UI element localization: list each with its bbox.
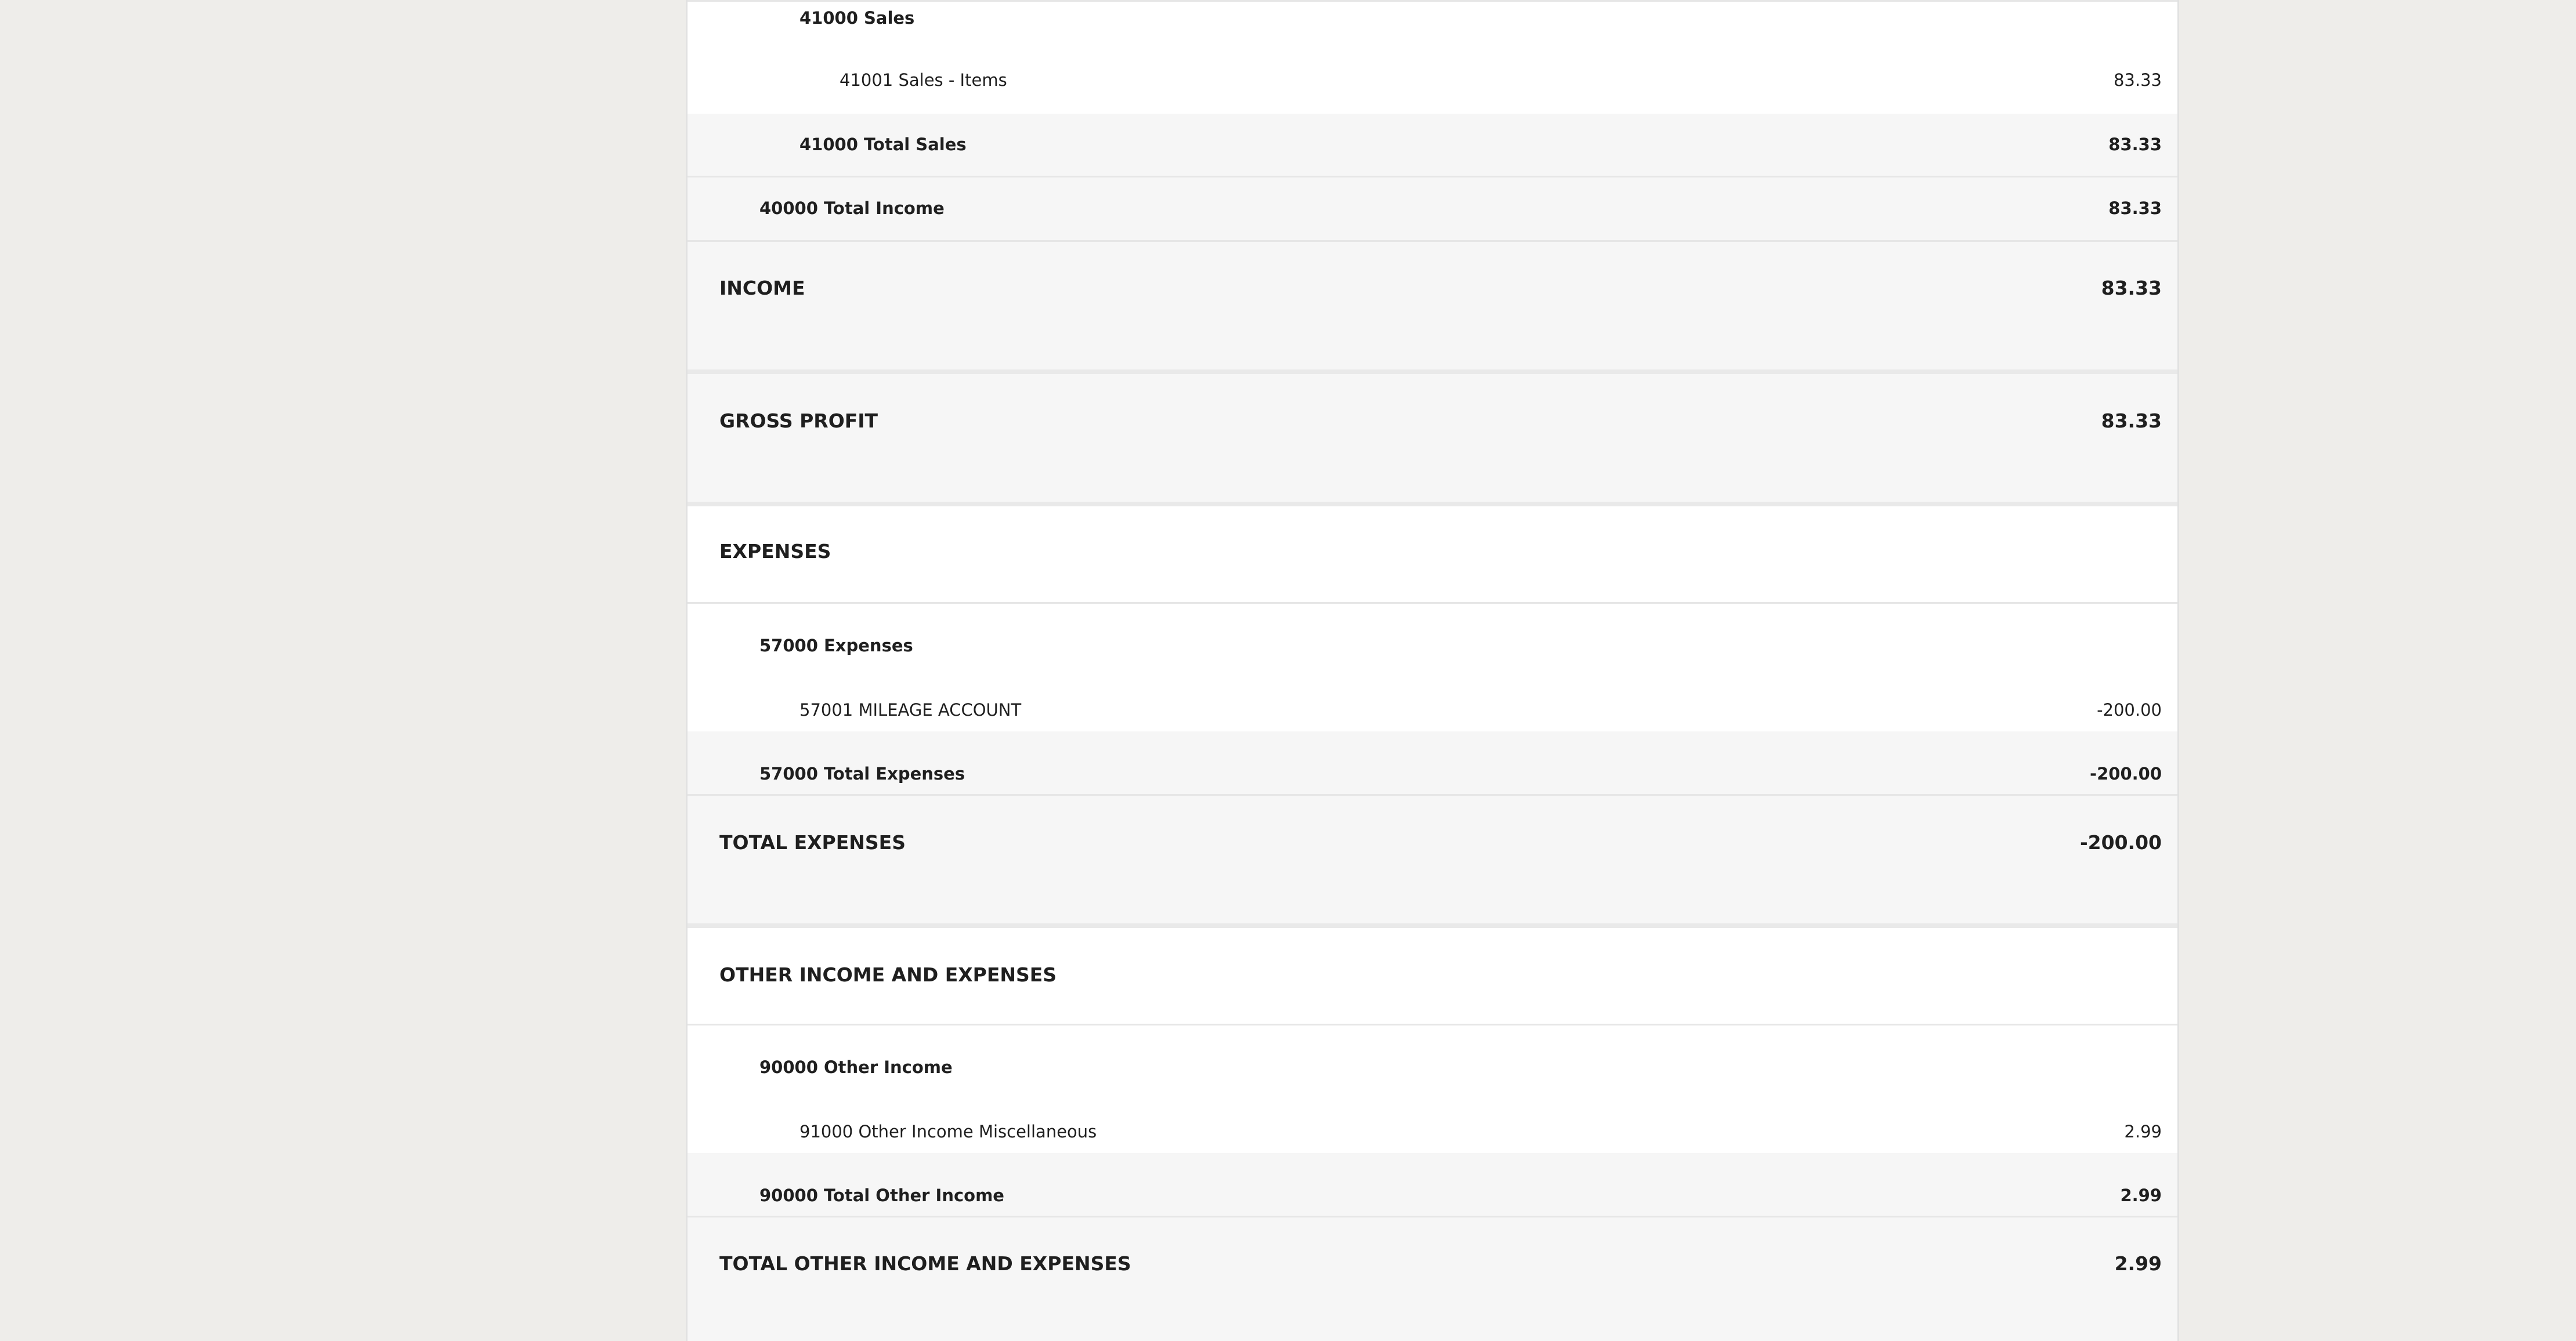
other-income-misc-label: 91000 Other Income Miscellaneous: [799, 1122, 1097, 1141]
total-other-income-label: 90000 Total Other Income: [759, 1186, 1004, 1205]
total-expenses-value: -200.00: [2079, 831, 2162, 854]
total-expenses-group-value: -200.00: [2090, 764, 2162, 784]
expenses-group-label: 57000 Expenses: [759, 636, 913, 655]
sales-items-label: 41001 Sales - Items: [840, 70, 1007, 90]
row-expenses-group: [688, 604, 2177, 668]
row-other-section: [688, 928, 2177, 1025]
row-total-other-income: [688, 1153, 2177, 1217]
expenses-section-label: EXPENSES: [719, 540, 831, 563]
total-sales-value: 83.33: [2108, 135, 2162, 154]
total-sales-label: 41000 Total Sales: [799, 135, 967, 154]
mileage-account-label: 57001 MILEAGE ACCOUNT: [799, 700, 1022, 720]
other-income-misc-value[interactable]: 2.99: [2124, 1122, 2162, 1141]
sales-header-label: 41000 Sales: [799, 8, 915, 28]
row-income-total: [688, 242, 2177, 374]
row-total-expenses: [688, 796, 2177, 928]
row-other-income-misc[interactable]: [688, 1089, 2177, 1153]
income-value: 83.33: [2101, 277, 2162, 299]
gross-profit-label: GROSS PROFIT: [719, 409, 878, 432]
row-total-other: [688, 1217, 2177, 1341]
income-label: INCOME: [719, 277, 805, 299]
total-expenses-group-label: 57000 Total Expenses: [759, 764, 965, 784]
row-mileage-account[interactable]: [688, 668, 2177, 731]
total-expenses-label: TOTAL EXPENSES: [719, 831, 906, 854]
row-sales-header: [688, 2, 2177, 34]
other-income-group-label: 90000 Other Income: [759, 1057, 953, 1077]
row-sales-items[interactable]: [688, 34, 2177, 114]
row-other-income-group: [688, 1025, 2177, 1089]
other-section-label: OTHER INCOME AND EXPENSES: [719, 963, 1057, 986]
total-other-label: TOTAL OTHER INCOME AND EXPENSES: [719, 1252, 1131, 1275]
row-gross-profit: [688, 374, 2177, 506]
total-other-income-value: 2.99: [2120, 1186, 2162, 1205]
total-other-value: 2.99: [2114, 1252, 2162, 1275]
gross-profit-value: 83.33: [2101, 409, 2162, 432]
sales-items-value[interactable]: 83.33: [2113, 70, 2162, 90]
row-total-expenses-group: [688, 731, 2177, 796]
row-total-income: [688, 177, 2177, 242]
mileage-account-value[interactable]: -200.00: [2097, 700, 2162, 720]
total-income-label: 40000 Total Income: [759, 198, 945, 218]
total-income-value: 83.33: [2108, 198, 2162, 218]
profit-and-loss-report: [686, 0, 2179, 1341]
row-total-sales: [688, 114, 2177, 177]
row-expenses-section: [688, 506, 2177, 604]
